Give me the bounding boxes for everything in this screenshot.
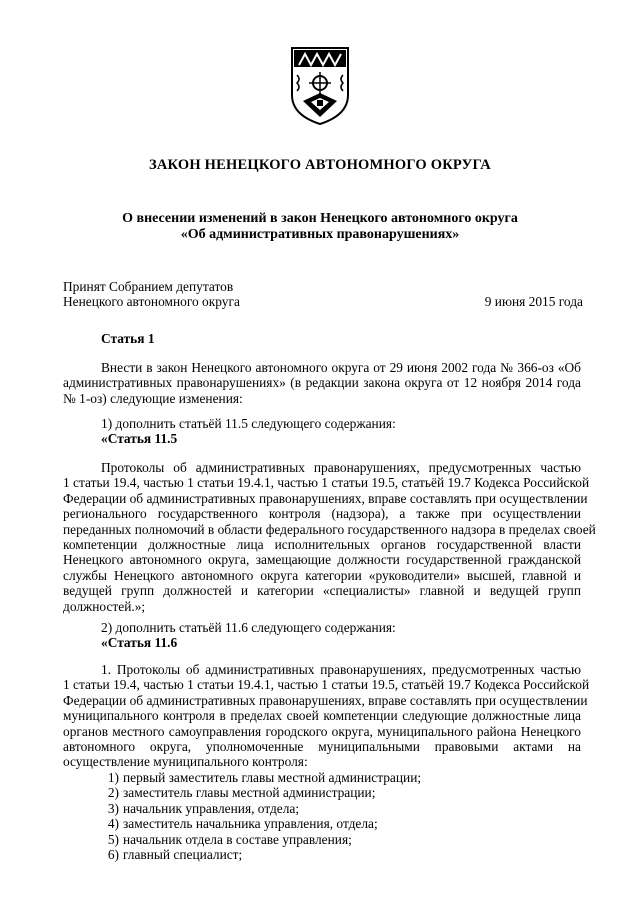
adoption-date: 9 июня 2015 года	[484, 294, 583, 309]
positions-list	[101, 770, 501, 862]
list-item-number: 2)	[107, 785, 119, 801]
article-11-6-text	[63, 662, 590, 770]
text-line: ведущей групп должностей и категории «специалисты» главной и ведущей групп	[63, 583, 581, 599]
text-line: службы Ненецкого автономного округа категории «руководители» высшей, главной и	[63, 567, 581, 583]
list-item-number: 1)	[107, 770, 119, 785]
list-item-text: первый заместитель главы местной администрации;	[123, 770, 422, 785]
adoption-line: Принят Собранием депутатов	[63, 279, 234, 294]
article-11-5-text	[63, 460, 596, 614]
coat-of-arms-emblem	[289, 45, 351, 127]
text-line: переданных полномочий в области федерального государственного надзора в пределах своей	[63, 521, 596, 537]
text-line: административных правонарушениях» (в редакции закона округа от 12 ноября 2014 года	[63, 375, 581, 391]
text-line: должностей.»;	[63, 598, 146, 614]
shield-icon	[289, 45, 351, 127]
text-line: автономного округа, уполномоченные муниципальными правовыми актами на	[63, 738, 581, 754]
list-item-text: главный специалист;	[123, 846, 243, 862]
text-line: Федерации об административных правонарушениях, вправе составлять при осуществлении	[63, 692, 588, 708]
list-item	[101, 770, 501, 785]
text-line: Внести в закон Ненецкого автономного округа от 29 июня 2002 года № 366-оз «Об	[101, 360, 581, 375]
law-title: ЗАКОН НЕНЕЦКОГО АВТОНОМНОГО ОКРУГА	[149, 157, 491, 173]
text-line: 1 статьи 19.4, частью 1 статьи 19.4.1, частью 1 статьи 19.5, статьёй 19.7 Кодекса Российской	[63, 677, 590, 693]
article-11-6-heading: «Статья 11.6	[101, 635, 178, 651]
list-item-text: заместитель главы местной администрации;	[123, 785, 376, 801]
article-11-5-heading: «Статья 11.5	[101, 431, 178, 447]
item-2-intro	[63, 620, 581, 651]
text-line: Федерации об административных правонарушениях, вправе составлять при осуществлении	[63, 490, 588, 506]
law-subtitle	[40, 211, 600, 243]
text-line: 1 статьи 19.4, частью 1 статьи 19.4.1, частью 1 статьи 19.5, статьёй 19.7 Кодекса Российской	[63, 475, 590, 491]
article-1-intro	[63, 360, 581, 406]
list-item	[101, 785, 501, 800]
text-line: Ненецкого автономного округа, замещающие должности государственной гражданской	[63, 552, 581, 568]
text-line: компетенции должностные лица исполнительных органов государственной власти	[63, 536, 581, 552]
adoption-info	[63, 279, 583, 310]
subtitle-line: «Об административных правонарушениях»	[180, 227, 460, 242]
list-item	[101, 847, 501, 862]
list-item-number: 3)	[107, 800, 119, 816]
text-line: № 1-оз) следующие изменения:	[63, 390, 243, 406]
list-item-number: 4)	[107, 816, 119, 832]
adoption-line: Ненецкого автономного округа	[63, 294, 240, 310]
text-line: органов местного самоуправления городского округа, муниципального района Ненецкого	[63, 723, 581, 739]
list-item	[101, 816, 501, 831]
text-line: регионального государственного контроля (надзора), а также при осуществлении	[63, 506, 581, 522]
list-item-text: заместитель начальника управления, отдела;	[123, 816, 378, 832]
text-line: 1. Протоколы об административных правонарушениях, предусмотренных частью	[101, 662, 581, 677]
list-item-text: начальник отдела в составе управления;	[123, 831, 352, 847]
text-line: 1) дополнить статьёй 11.5 следующего содержания:	[101, 416, 396, 431]
list-item-text: начальник управления, отдела;	[123, 800, 300, 816]
text-line: Протоколы об административных правонарушениях, предусмотренных частью	[101, 460, 581, 475]
list-item-number: 5)	[107, 831, 119, 847]
list-item-number: 6)	[107, 846, 119, 862]
text-line: осуществление муниципального контроля:	[63, 754, 308, 770]
item-1-intro	[63, 416, 581, 447]
list-item	[101, 832, 501, 847]
subtitle-line: О внесении изменений в закон Ненецкого автономного округа	[122, 211, 518, 226]
article-1-heading: Статья 1	[101, 331, 155, 346]
text-line: 2) дополнить статьёй 11.6 следующего содержания:	[101, 620, 396, 635]
text-line: муниципального контроля в пределах своей компетенции следующие должностные лица	[63, 708, 581, 724]
list-item	[101, 801, 501, 816]
